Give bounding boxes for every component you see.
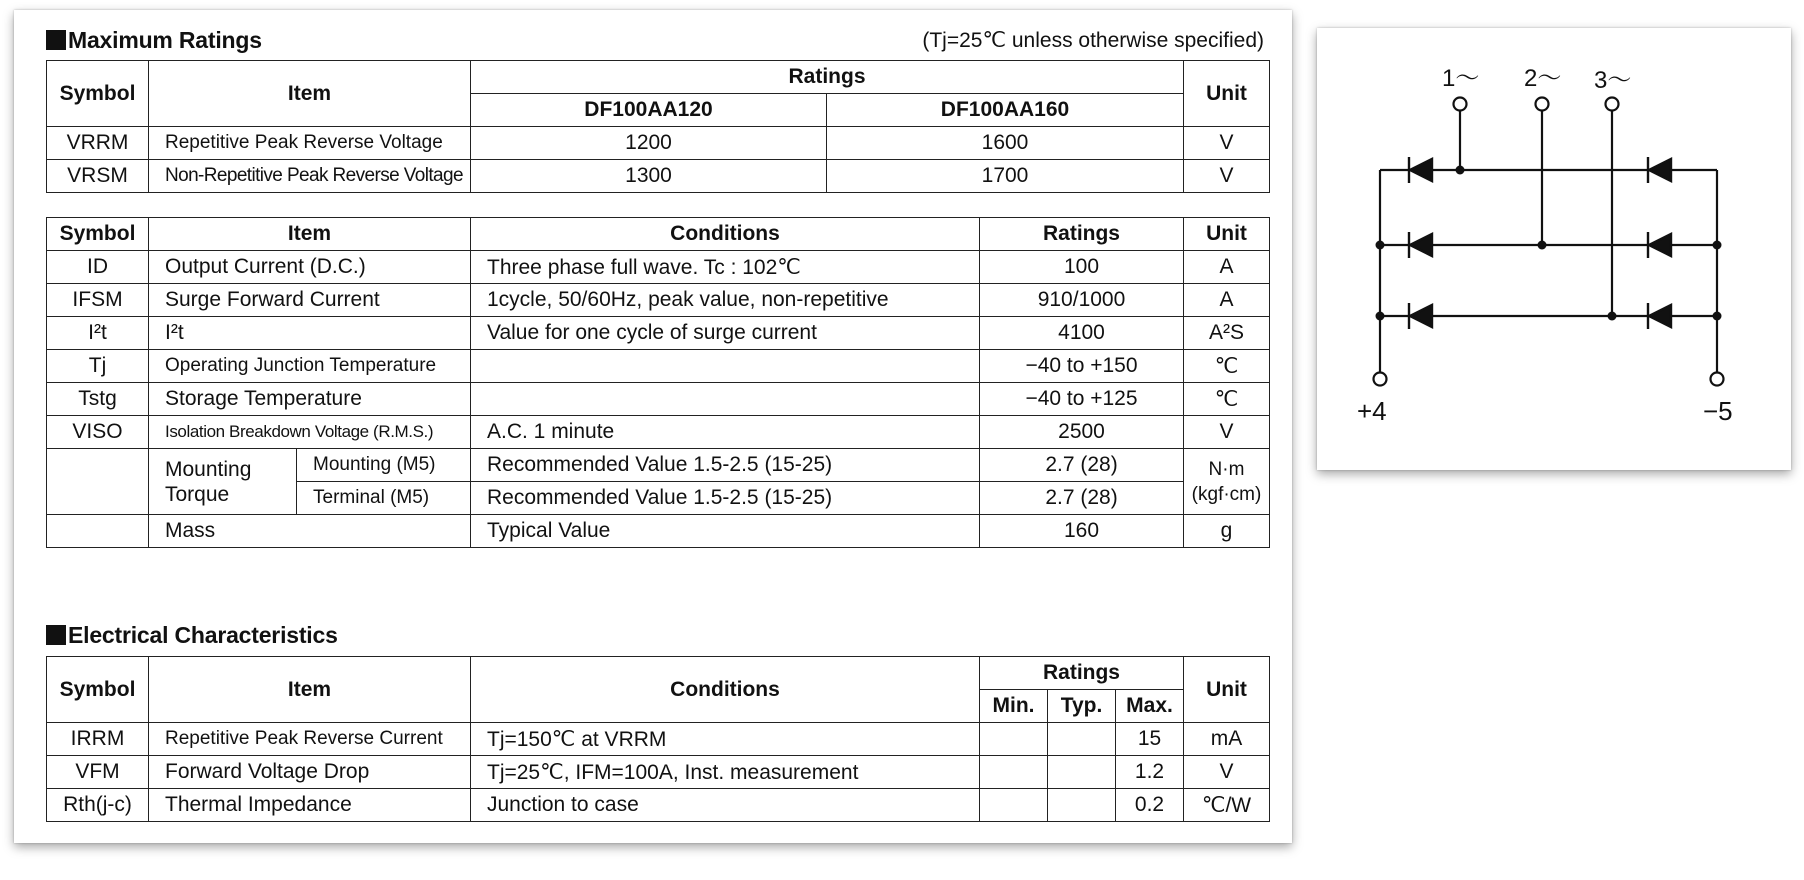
rating-cell: 2.7 (28) [980, 482, 1184, 515]
table-row [47, 449, 1270, 482]
item-cell: Forward Voltage Drop [149, 756, 471, 789]
symbol-cell: ID [47, 251, 149, 284]
unit-cell: ℃ [1184, 350, 1270, 383]
max-ratings-table [46, 60, 1270, 193]
torque-unit-cell: N·m (kgf·cm) [1184, 449, 1270, 515]
electrical-table [46, 656, 1270, 822]
table-row [47, 383, 1270, 416]
table-row [47, 160, 1270, 193]
header-item: Item [149, 218, 471, 251]
terminal-3-icon [1606, 98, 1619, 111]
symbol-cell [47, 449, 149, 515]
terminal-5-icon [1711, 373, 1724, 386]
condition-cell: Tj=150℃ at VRRM [471, 723, 980, 756]
symbol-cell [47, 515, 149, 548]
header-ratings: Ratings [471, 61, 1184, 94]
header-unit: Unit [1184, 61, 1270, 127]
terminal-3-label: 3〜 [1594, 67, 1632, 94]
terminal-4-label: +4 [1357, 396, 1387, 426]
ratings-conditions-table [46, 217, 1270, 548]
unit-cell: V [1184, 756, 1270, 789]
symbol-cell: VFM [47, 756, 149, 789]
max-cell: 0.2 [1116, 789, 1184, 822]
item-cell: Thermal Impedance [149, 789, 471, 822]
max-cell: 15 [1116, 723, 1184, 756]
header-symbol: Symbol [47, 61, 149, 127]
item-cell: Repetitive Peak Reverse Voltage [149, 127, 471, 160]
condition-cell: Typical Value [471, 515, 980, 548]
terminal-2-label: 2〜 [1524, 65, 1562, 92]
condition-cell: Recommended Value 1.5-2.5 (15-25) [471, 482, 980, 515]
header-max: Max. [1116, 690, 1184, 723]
symbol-cell: IRRM [47, 723, 149, 756]
header-model-b: DF100AA160 [827, 94, 1184, 127]
condition-cell: Value for one cycle of surge current [471, 317, 980, 350]
unit-cell: ℃ [1184, 383, 1270, 416]
unit-cell: A [1184, 284, 1270, 317]
rating-cell: 100 [980, 251, 1184, 284]
header-unit: Unit [1184, 218, 1270, 251]
item-cell: Isolation Breakdown Voltage (R.M.S.) [149, 416, 471, 449]
header-unit: Unit [1184, 657, 1270, 723]
bridge-rectifier-schematic [1317, 28, 1791, 470]
rating-cell: 2500 [980, 416, 1184, 449]
symbol-cell: Tj [47, 350, 149, 383]
diode-icon [1409, 303, 1432, 329]
rating-cell: 2.7 (28) [980, 449, 1184, 482]
table-row [47, 317, 1270, 350]
table-row [47, 127, 1270, 160]
diode-icon [1648, 157, 1671, 183]
header-item: Item [149, 61, 471, 127]
diode-icon [1648, 232, 1671, 258]
typ-cell [1048, 756, 1116, 789]
item-cell: Repetitive Peak Reverse Current [149, 723, 471, 756]
symbol-cell: I²t [47, 317, 149, 350]
condition-cell [471, 350, 980, 383]
torque-item-cell: Mounting Torque [149, 449, 297, 515]
terminal-5-label: −5 [1703, 396, 1733, 426]
symbol-cell: Rth(j-c) [47, 789, 149, 822]
diode-icon [1409, 157, 1432, 183]
condition-cell: Recommended Value 1.5-2.5 (15-25) [471, 449, 980, 482]
rating-cell: 4100 [980, 317, 1184, 350]
table-row [47, 284, 1270, 317]
rating-cell: 160 [980, 515, 1184, 548]
min-cell [980, 723, 1048, 756]
min-cell [980, 756, 1048, 789]
unit-cell: V [1184, 127, 1270, 160]
max-ratings-title: Maximum Ratings [46, 27, 262, 54]
unit-cell: V [1184, 160, 1270, 193]
datasheet-panel [14, 10, 1292, 843]
electrical-title: Electrical Characteristics [46, 622, 338, 649]
torque-sub-cell: Terminal (M5) [297, 482, 471, 515]
condition-cell: A.C. 1 minute [471, 416, 980, 449]
unit-cell: ℃/W [1184, 789, 1270, 822]
symbol-cell: VRRM [47, 127, 149, 160]
min-cell [980, 789, 1048, 822]
typ-cell [1048, 723, 1116, 756]
table-row [47, 416, 1270, 449]
condition-cell: Junction to case [471, 789, 980, 822]
rating-cell: 1300 [471, 160, 827, 193]
terminal-1-label: 1〜 [1442, 65, 1480, 92]
header-symbol: Symbol [47, 657, 149, 723]
header-symbol: Symbol [47, 218, 149, 251]
item-cell: Storage Temperature [149, 383, 471, 416]
unit-cell: g [1184, 515, 1270, 548]
table-row [47, 723, 1270, 756]
header-typ: Typ. [1048, 690, 1116, 723]
symbol-cell: Tstg [47, 383, 149, 416]
condition-cell [471, 383, 980, 416]
rating-cell: 910/1000 [980, 284, 1184, 317]
bullet-square-icon [46, 625, 66, 645]
unit-cell: V [1184, 416, 1270, 449]
rating-cell: −40 to +125 [980, 383, 1184, 416]
condition-cell: Three phase full wave. Tc : 102℃ [471, 251, 980, 284]
item-cell: Surge Forward Current [149, 284, 471, 317]
typ-cell [1048, 789, 1116, 822]
symbol-cell: VISO [47, 416, 149, 449]
item-cell: Output Current (D.C.) [149, 251, 471, 284]
bullet-square-icon [46, 30, 66, 50]
header-conditions: Conditions [471, 657, 980, 723]
unit-cell: A [1184, 251, 1270, 284]
table-row [47, 789, 1270, 822]
max-ratings-note: (Tj=25℃ unless otherwise specified) [922, 29, 1264, 52]
header-item: Item [149, 657, 471, 723]
rating-cell: 1700 [827, 160, 1184, 193]
header-model-a: DF100AA120 [471, 94, 827, 127]
max-cell: 1.2 [1116, 756, 1184, 789]
rating-cell: 1600 [827, 127, 1184, 160]
terminal-1-icon [1454, 98, 1467, 111]
symbol-cell: IFSM [47, 284, 149, 317]
symbol-cell: VRSM [47, 160, 149, 193]
rating-cell: 1200 [471, 127, 827, 160]
header-ratings: Ratings [980, 218, 1184, 251]
torque-sub-cell: Mounting (M5) [297, 449, 471, 482]
item-cell: Operating Junction Temperature [149, 350, 471, 383]
circuit-diagram-panel [1317, 28, 1791, 470]
terminal-2-icon [1536, 98, 1549, 111]
item-cell: Mass [149, 515, 471, 548]
header-conditions: Conditions [471, 218, 980, 251]
header-min: Min. [980, 690, 1048, 723]
item-cell: I²t [149, 317, 471, 350]
table-row [47, 756, 1270, 789]
rating-cell: −40 to +150 [980, 350, 1184, 383]
condition-cell: Tj=25℃, IFM=100A, Inst. measurement [471, 756, 980, 789]
item-cell: Non-Repetitive Peak Reverse Voltage [149, 160, 471, 193]
table-row [47, 251, 1270, 284]
unit-cell: A²S [1184, 317, 1270, 350]
header-ratings: Ratings [980, 657, 1184, 690]
table-row [47, 515, 1270, 548]
terminal-4-icon [1374, 373, 1387, 386]
diode-icon [1409, 232, 1432, 258]
unit-cell: mA [1184, 723, 1270, 756]
table-row [47, 350, 1270, 383]
diode-icon [1648, 303, 1671, 329]
condition-cell: 1cycle, 50/60Hz, peak value, non-repetitive [471, 284, 980, 317]
